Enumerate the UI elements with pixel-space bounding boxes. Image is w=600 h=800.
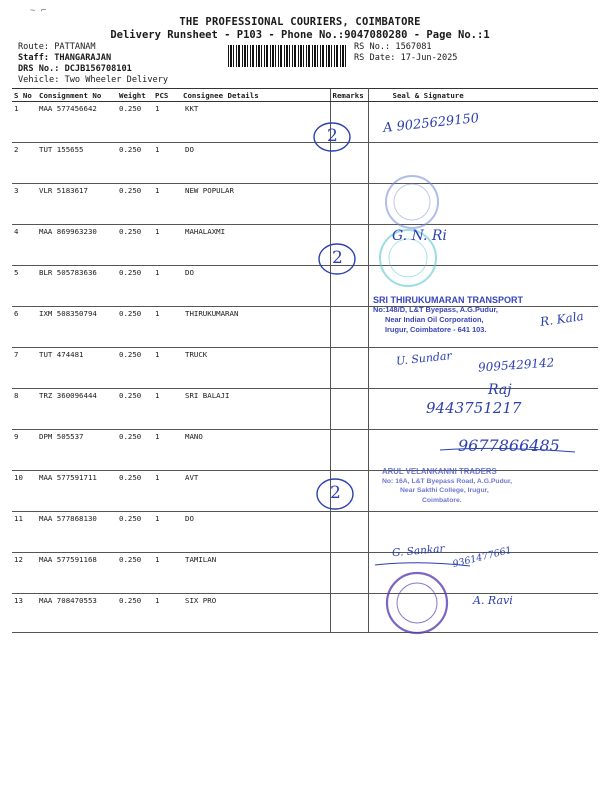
col-weight: Weight [117, 89, 153, 102]
cell-pcs: 1 [153, 102, 181, 143]
cell-consignment-no: DPM 505537 [37, 430, 117, 471]
cell-pcs: 1 [153, 512, 181, 553]
cell-consignment-no: BLR 505783636 [37, 266, 117, 307]
cell-consignee: NEW POPULAR [181, 184, 330, 225]
cell-sno: 1 [12, 102, 37, 143]
cell-consignee: TAMILAN [181, 553, 330, 594]
cell-weight: 0.250 [117, 512, 153, 553]
cell-pcs: 1 [153, 184, 181, 225]
phone-row-7: 9095429142 [477, 355, 555, 375]
runsheet-title: Delivery Runsheet - P103 - Phone No.:9047080280 - Page No.:1 [110, 29, 490, 41]
cell-sno: 13 [12, 594, 37, 633]
cell-consignee: SRI BALAJI [181, 389, 330, 430]
cell-consignment-no: MAA 577591711 [37, 471, 117, 512]
remark-mark-2: 2 [332, 248, 343, 268]
cell-pcs: 1 [153, 307, 181, 348]
cell-pcs: 1 [153, 430, 181, 471]
signature-row-1: A 9025629150 [382, 111, 480, 136]
signature-row-7: U. Sundar [395, 349, 453, 368]
transport-stamp-line1: No:148/D, L&T Byepass, A.G.Pudur, [373, 305, 498, 314]
drs-number: DRS No.: DCJB156708101 [18, 64, 132, 74]
transport-stamp-name: SRI THIRUKUMARAN TRANSPORT [373, 295, 523, 305]
signature-row-12: G. Sankar [391, 542, 445, 560]
cell-consignee: TRUCK [181, 348, 330, 389]
cell-pcs: 1 [153, 348, 181, 389]
col-pcs: PCS [153, 89, 181, 102]
col-consignee: Consignee Details [181, 89, 330, 102]
rs-date: RS Date: 17-Jun-2025 [354, 53, 458, 63]
velankanni-stamp [382, 467, 512, 505]
col-consignment: Consignment No [37, 89, 117, 102]
cell-sno: 11 [12, 512, 37, 553]
cell-weight: 0.250 [117, 471, 153, 512]
cell-sno: 2 [12, 143, 37, 184]
phone-row-12: 9361477661 [451, 544, 513, 571]
cell-sno: 10 [12, 471, 37, 512]
cell-consignee: DO [181, 266, 330, 307]
cell-consignee: THIRUKUMARAN [181, 307, 330, 348]
cell-weight: 0.250 [117, 348, 153, 389]
cell-pcs: 1 [153, 225, 181, 266]
route-label: Route: PATTANAM [18, 42, 96, 52]
transport-stamp-line2: Near Indian Oil Corporation, [385, 315, 484, 324]
round-stamp-3-inner [397, 583, 437, 623]
cell-consignee: KKT [181, 102, 330, 143]
col-remarks: Remarks [330, 89, 368, 102]
transport-stamp-line3: Irugur, Coimbatore - 641 103. [385, 325, 487, 334]
velankanni-stamp-name: ARUL VELANKANNI TRADERS [382, 467, 497, 476]
transport-stamp [373, 295, 523, 335]
cell-pcs: 1 [153, 266, 181, 307]
cell-weight: 0.250 [117, 389, 153, 430]
cell-weight: 0.250 [117, 102, 153, 143]
phone-row-9: 9677866485 [458, 436, 560, 455]
signature-row-13: A. Ravi [473, 594, 513, 607]
cell-consignment-no: TUT 155655 [37, 143, 117, 184]
remark-mark-3: 2 [330, 483, 341, 503]
cell-consignee: DO [181, 512, 330, 553]
cell-weight: 0.250 [117, 307, 153, 348]
cell-weight: 0.250 [117, 430, 153, 471]
cell-consignee: AVT [181, 471, 330, 512]
cell-consignee: MAHALAXMI [181, 225, 330, 266]
round-stamp-2-inner [389, 239, 427, 277]
round-stamp-3 [387, 573, 447, 633]
cell-consignment-no: MAA 577868130 [37, 512, 117, 553]
cell-consignment-no: VLR 5183617 [37, 184, 117, 225]
staff-label: Staff: THANGARAJAN [18, 53, 112, 63]
cell-weight: 0.250 [117, 225, 153, 266]
cell-pcs: 1 [153, 143, 181, 184]
cell-consignment-no: MAA 708470553 [37, 594, 117, 633]
cell-sno: 5 [12, 266, 37, 307]
cell-sno: 7 [12, 348, 37, 389]
velankanni-stamp-line3: Coimbatore. [422, 496, 462, 504]
cell-consignee: SIX PRO [181, 594, 330, 633]
cell-consignee: DO [181, 143, 330, 184]
cell-sno: 8 [12, 389, 37, 430]
signature-row-8: Raj [488, 382, 512, 398]
cell-sno: 9 [12, 430, 37, 471]
velankanni-stamp-line2: Near Sakthi College, Irugur, [400, 487, 489, 494]
cell-pcs: 1 [153, 471, 181, 512]
cell-weight: 0.250 [117, 594, 153, 633]
cell-pcs: 1 [153, 553, 181, 594]
round-stamp-1-inner [394, 184, 430, 220]
cell-weight: 0.250 [117, 184, 153, 225]
cell-pcs: 1 [153, 389, 181, 430]
cell-sno: 6 [12, 307, 37, 348]
cell-sno: 12 [12, 553, 37, 594]
signature-row-5: G. N. Ri [392, 228, 447, 244]
velankanni-stamp-line1: No: 16A, L&T Byepass Road, A.G.Pudur, [382, 477, 513, 485]
cell-consignment-no: TRZ 360096444 [37, 389, 117, 430]
cell-consignment-no: IXM 508350794 [37, 307, 117, 348]
cell-weight: 0.250 [117, 553, 153, 594]
cell-consignment-no: MAA 869963230 [37, 225, 117, 266]
cell-sno: 3 [12, 184, 37, 225]
remark-mark-1: 2 [327, 126, 338, 146]
cell-consignment-no: MAA 577456642 [37, 102, 117, 143]
cell-consignment-no: TUT 474481 [37, 348, 117, 389]
cell-pcs: 1 [153, 594, 181, 633]
corner-mark: ~ ⌐ [30, 6, 47, 16]
col-sno: S No [12, 89, 37, 102]
cell-weight: 0.250 [117, 143, 153, 184]
rs-number: RS No.: 1567081 [354, 42, 432, 52]
phone-row-8: 9443751217 [426, 399, 522, 417]
cell-consignee: MANO [181, 430, 330, 471]
cell-consignment-no: MAA 577591168 [37, 553, 117, 594]
company-name: THE PROFESSIONAL COURIERS, COIMBATORE [179, 16, 421, 28]
signature-row-6: R. Kala [539, 309, 585, 329]
cell-weight: 0.250 [117, 266, 153, 307]
col-seal-signature: Seal & Signature [368, 89, 598, 102]
cell-sno: 4 [12, 225, 37, 266]
vehicle-label: Vehicle: Two Wheeler Delivery [18, 75, 169, 85]
